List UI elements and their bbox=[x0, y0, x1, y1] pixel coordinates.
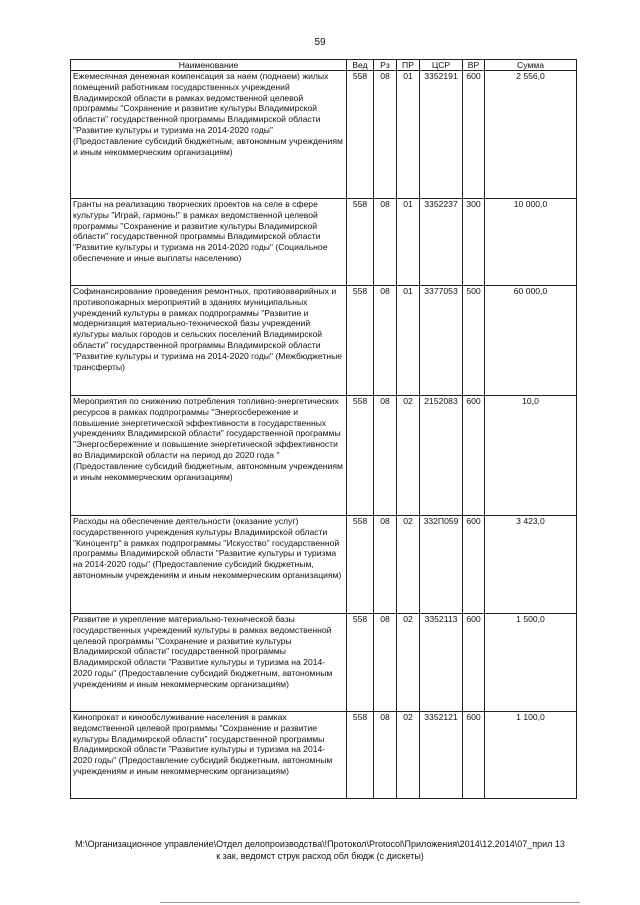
table-row bbox=[71, 286, 577, 396]
row-csr: 3352121 bbox=[420, 712, 463, 799]
header-pr: ПР bbox=[397, 60, 420, 71]
row-sum: 1 500,0 bbox=[485, 614, 577, 712]
header-csr: ЦСР bbox=[420, 60, 463, 71]
row-csr: 3377053 bbox=[420, 286, 463, 396]
row-ved: 558 bbox=[347, 71, 374, 199]
row-rz: 08 bbox=[374, 614, 397, 712]
row-sum: 10,0 bbox=[485, 396, 577, 516]
row-sum: 1 100,0 bbox=[485, 712, 577, 799]
table-row bbox=[71, 516, 577, 614]
table-row bbox=[71, 614, 577, 712]
row-rz: 08 bbox=[374, 286, 397, 396]
row-rz: 08 bbox=[374, 71, 397, 199]
row-vr: 300 bbox=[463, 199, 485, 286]
row-ved: 558 bbox=[347, 396, 374, 516]
row-rz: 08 bbox=[374, 396, 397, 516]
bottom-divider bbox=[160, 902, 580, 903]
row-vr: 600 bbox=[463, 614, 485, 712]
row-vr: 600 bbox=[463, 712, 485, 799]
row-name: Ежемесячная денежная компенсация за наем (поднаем) жилых помещений работникам государственных учреждений Владимирской области в рамках ведомственной целевой программы "Сохранение и развитие культуры Владимирской области" государственной программы Владимирской области "Развитие культуры и туризма на 2014-2020 годы" (Предоставление субсидий бюджетным, автономным учреждениям и иным некоммерческим организациям) bbox=[71, 71, 347, 199]
row-rz: 08 bbox=[374, 712, 397, 799]
row-vr: 600 bbox=[463, 516, 485, 614]
row-sum: 3 423,0 bbox=[485, 516, 577, 614]
row-pr: 01 bbox=[397, 71, 420, 199]
row-pr: 02 bbox=[397, 396, 420, 516]
row-csr: 332П059 bbox=[420, 516, 463, 614]
row-vr: 600 bbox=[463, 396, 485, 516]
row-pr: 01 bbox=[397, 199, 420, 286]
row-name: Кинопрокат и кинообслуживание населения в рамках ведомственной целевой программы "Сохранение и развитие культуры Владимирской области" государственной программы Владимирской области "Развитие культуры и туризма на 2014-2020 годы" (Предоставление субсидий бюджетным, автономным учреждениям и иным некоммерческим организациям) bbox=[71, 712, 347, 799]
row-vr: 500 bbox=[463, 286, 485, 396]
row-rz: 08 bbox=[374, 516, 397, 614]
row-ved: 558 bbox=[347, 516, 374, 614]
row-csr: 2152083 bbox=[420, 396, 463, 516]
header-sum: Сумма bbox=[485, 60, 577, 71]
row-sum: 2 556,0 bbox=[485, 71, 577, 199]
header-vr: ВР bbox=[463, 60, 485, 71]
row-pr: 01 bbox=[397, 286, 420, 396]
row-name: Мероприятия по снижению потребления топливно-энергетических ресурсов в рамках подпрограммы "Энергосбережение и повышение энергетической эффективности в государственных учреждениях Владимирской области" государственной программы "Энергосбережение и повышение энергетической эффективности во Владимирской области на период до 2020 года " (Предоставление субсидий бюджетным, автономным учреждениям и иным некоммерческим организациям) bbox=[71, 396, 347, 516]
table-row bbox=[71, 712, 577, 799]
row-csr: 3352191 bbox=[420, 71, 463, 199]
row-name: Расходы на обеспечение деятельности (оказание услуг) государственного учреждения культуры Владимирской области "Киноцентр" в рамках подпрограммы "Искусство" государственной программы Владимирской области "Развитие культуры и туризма на 2014-2020 годы" (Предоставление субсидий бюджетным, автономным учреждениям и иным некоммерческим организациям) bbox=[71, 516, 347, 614]
row-pr: 02 bbox=[397, 516, 420, 614]
row-pr: 02 bbox=[397, 712, 420, 799]
footer-description: к зак, ведомст струк расход обл бюдж (с дискеты) bbox=[216, 851, 424, 861]
table-row bbox=[71, 71, 577, 199]
row-sum: 10 000,0 bbox=[485, 199, 577, 286]
row-name: Софинансирование проведения ремонтных, противоаварийных и противопожарных мероприятий в зданиях муниципальных учреждений культуры в рамках подпрограммы "Развитие и модернизация материально-технической базы учреждений культуры малых городов и сельских поселений Владимирской области" государственной программы Владимирской области "Развитие культуры и туризма на 2014-2020 годы" (Межбюджетные трансферты) bbox=[71, 286, 347, 396]
header-rz: Рз bbox=[374, 60, 397, 71]
header-ved: Вед bbox=[347, 60, 374, 71]
row-csr: 3352237 bbox=[420, 199, 463, 286]
row-vr: 600 bbox=[463, 71, 485, 199]
row-ved: 558 bbox=[347, 614, 374, 712]
row-ved: 558 bbox=[347, 286, 374, 396]
document-footer bbox=[0, 838, 640, 862]
budget-table bbox=[70, 59, 577, 799]
page-number: 59 bbox=[314, 37, 326, 48]
table-row bbox=[71, 396, 577, 516]
table-row bbox=[71, 199, 577, 286]
row-name: Гранты на реализацию творческих проектов на селе в сфере культуры "Играй, гармонь!" в рамках ведомственной целевой программы "Сохранение и развитие культуры Владимирской области" государственной программы Владимирской области "Развитие культуры и туризма на 2014-2020 годы" (Социальное обеспечение и иные выплаты населению) bbox=[71, 199, 347, 286]
row-sum: 60 000,0 bbox=[485, 286, 577, 396]
row-ved: 558 bbox=[347, 199, 374, 286]
table-header-row bbox=[71, 60, 577, 71]
row-ved: 558 bbox=[347, 712, 374, 799]
footer-file-path: M:\Организационное управление\Отдел делопроизводства\!Протокол\Protocol\Приложения\2014\12.2014\07_прил 13 bbox=[75, 839, 565, 849]
row-pr: 02 bbox=[397, 614, 420, 712]
row-csr: 3352113 bbox=[420, 614, 463, 712]
header-name: Наименование bbox=[71, 60, 347, 71]
row-name: Развитие и укрепление материально-технической базы государственных учреждений культуры в рамках ведомственной целевой программы "Сохранение и развитие культуры Владимирской области" государственной программы Владимирской области "Развитие культуры и туризма на 2014-2020 годы" (Предоставление субсидий бюджетным, автономным учреждениям и иным некоммерческим организациям) bbox=[71, 614, 347, 712]
row-rz: 08 bbox=[374, 199, 397, 286]
